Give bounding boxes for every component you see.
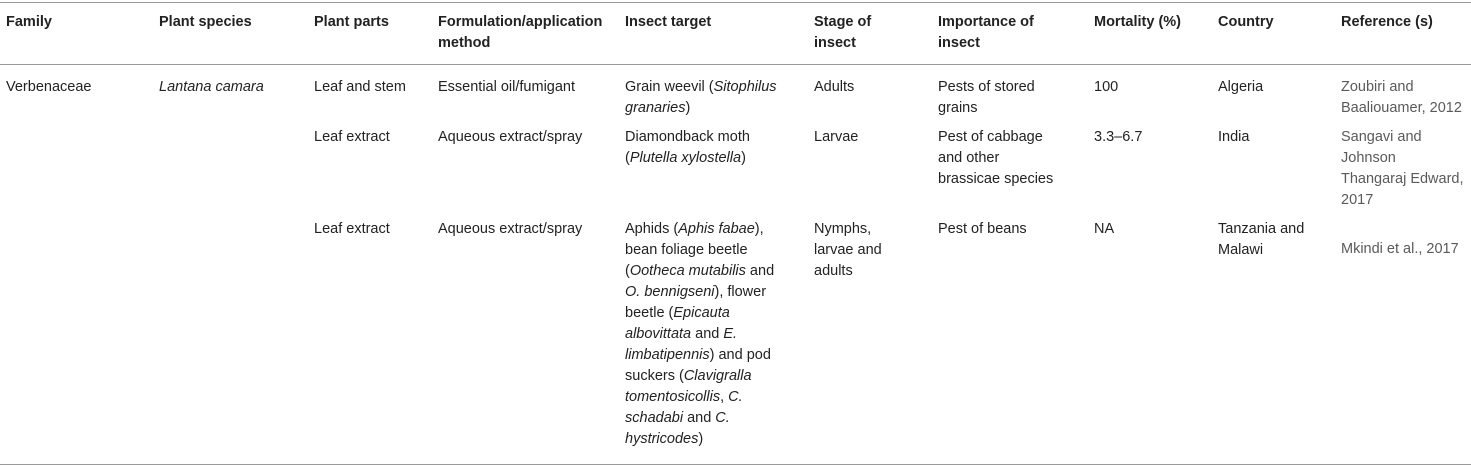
target-text: hystricodes	[625, 431, 699, 447]
header-stage-line1: Stage of	[814, 14, 872, 30]
cell-reference: Mkindi et al., 2017	[1341, 241, 1459, 257]
cell-reference	[1341, 127, 1464, 211]
cell-mortality: NA	[1094, 221, 1115, 237]
stage-line: Nymphs,	[814, 221, 872, 237]
importance-line: and other	[938, 150, 1000, 166]
header-importance-line1: Importance of	[938, 14, 1034, 30]
cell-mortality: 3.3–6.7	[1094, 129, 1143, 145]
cell-family: Verbenaceae	[6, 79, 92, 95]
cell-stage: Larvae	[814, 129, 859, 145]
header-insect-target	[625, 12, 711, 33]
header-insect-target-text: Insect target	[625, 14, 712, 30]
header-plant-species	[159, 12, 252, 33]
cell-importance	[938, 127, 1053, 190]
target-text: suckers (	[625, 368, 684, 384]
header-importance-line2: insect	[938, 35, 980, 51]
target-line	[625, 324, 774, 345]
target-text: Epicauta	[673, 305, 730, 321]
stage-line: adults	[814, 263, 853, 279]
target-text: E.	[723, 326, 738, 342]
target-text: Plutella xylostella	[629, 150, 742, 166]
target-text: (	[625, 263, 630, 279]
target-text: C.	[715, 410, 730, 426]
header-family	[6, 12, 52, 33]
target-line: bean foliage beetle	[625, 242, 748, 258]
target-text: )	[685, 100, 691, 116]
target-text: albovittata	[625, 326, 692, 342]
cell-formulation: Essential oil/fumigant	[438, 79, 576, 95]
cell-plant-species: Lantana camara	[159, 79, 264, 95]
importance-line: Pest of cabbage	[938, 129, 1043, 145]
cell-formulation: Aqueous extract/spray	[438, 129, 583, 145]
header-country-text: Country	[1218, 14, 1274, 30]
reference-line: Sangavi and	[1341, 129, 1422, 145]
cell-formulation: Aqueous extract/spray	[438, 221, 583, 237]
target-text: Clavigralla	[683, 368, 752, 384]
reference-line: Thangaraj Edward,	[1341, 171, 1464, 187]
target-text: C.	[728, 389, 743, 405]
target-text: )	[741, 150, 746, 166]
target-text: Grain weevil (	[625, 79, 714, 95]
target-text: granaries	[625, 100, 686, 116]
target-text: schadabi	[625, 410, 684, 426]
header-importance	[938, 12, 1034, 54]
reference-line: Johnson	[1341, 150, 1396, 166]
reference-line: Zoubiri and	[1341, 79, 1414, 95]
target-line	[625, 148, 750, 169]
target-text: Sitophilus	[713, 79, 777, 95]
target-text: Aphids (	[625, 221, 679, 237]
target-text: tomentosicollis	[625, 389, 721, 405]
target-line	[625, 261, 774, 282]
country-line: Tanzania and	[1218, 221, 1305, 237]
header-stage	[814, 12, 871, 54]
target-line	[625, 408, 774, 429]
cell-country	[1218, 219, 1304, 261]
header-stage-line2: insect	[814, 35, 856, 51]
reference-line: 2017	[1341, 192, 1374, 208]
target-line: Diamondback moth	[625, 129, 750, 145]
cell-insect-target	[625, 77, 777, 119]
target-text: and	[745, 263, 775, 279]
target-line	[625, 303, 774, 324]
importance-line: Pests of stored	[938, 79, 1035, 95]
cell-importance	[938, 77, 1035, 119]
bottom-rule	[0, 464, 1471, 465]
target-text: beetle (	[625, 305, 674, 321]
header-reference	[1341, 12, 1433, 33]
header-mortality	[1094, 12, 1181, 33]
cell-insect-target	[625, 127, 750, 169]
target-line	[625, 77, 777, 98]
target-line	[625, 345, 774, 366]
header-reference-text: Reference (s)	[1341, 14, 1433, 30]
target-text: and	[683, 410, 716, 426]
cell-country: India	[1218, 129, 1250, 145]
stage-line: larvae and	[814, 242, 882, 258]
header-family-text: Family	[6, 14, 52, 30]
header-formulation-line1: Formulation/application	[438, 14, 603, 30]
cell-reference	[1341, 77, 1462, 119]
reference-line: Baaliouamer, 2012	[1341, 100, 1462, 116]
target-line	[625, 98, 777, 119]
target-text: and	[691, 326, 724, 342]
target-text: ) and pod	[709, 347, 771, 363]
target-text: ,	[720, 389, 729, 405]
cell-plant-parts: Leaf and stem	[314, 79, 406, 95]
cell-plant-parts: Leaf extract	[314, 129, 390, 145]
target-line	[625, 387, 774, 408]
header-plant-species-text: Plant species	[159, 14, 252, 30]
header-formulation	[438, 12, 602, 54]
cell-mortality: 100	[1094, 79, 1119, 95]
target-line	[625, 429, 774, 450]
cell-stage: Adults	[814, 79, 855, 95]
target-text: Aphis fabae	[678, 221, 755, 237]
target-text: Ootheca mutabilis	[629, 263, 746, 279]
importance-line: brassicae species	[938, 171, 1054, 187]
header-country	[1218, 12, 1274, 33]
target-line	[625, 366, 774, 387]
header-formulation-line2: method	[438, 35, 491, 51]
target-text: ),	[754, 221, 764, 237]
target-text: O. bennigseni	[625, 284, 715, 300]
target-line	[625, 219, 774, 240]
cell-insect-target	[625, 219, 774, 450]
importance-line: grains	[938, 100, 978, 116]
header-plant-parts	[314, 12, 389, 33]
target-text: (	[625, 150, 630, 166]
country-line: Malawi	[1218, 242, 1264, 258]
header-rule	[0, 64, 1471, 65]
header-plant-parts-text: Plant parts	[314, 14, 389, 30]
cell-country: Algeria	[1218, 79, 1264, 95]
top-rule	[0, 2, 1471, 3]
cell-stage	[814, 219, 882, 282]
cell-plant-parts: Leaf extract	[314, 221, 390, 237]
header-mortality-text: Mortality (%)	[1094, 14, 1181, 30]
target-text: )	[698, 431, 704, 447]
target-line	[625, 282, 774, 303]
target-text: limbatipennis	[625, 347, 710, 363]
cell-importance: Pest of beans	[938, 221, 1027, 237]
target-text: ), flower	[714, 284, 767, 300]
